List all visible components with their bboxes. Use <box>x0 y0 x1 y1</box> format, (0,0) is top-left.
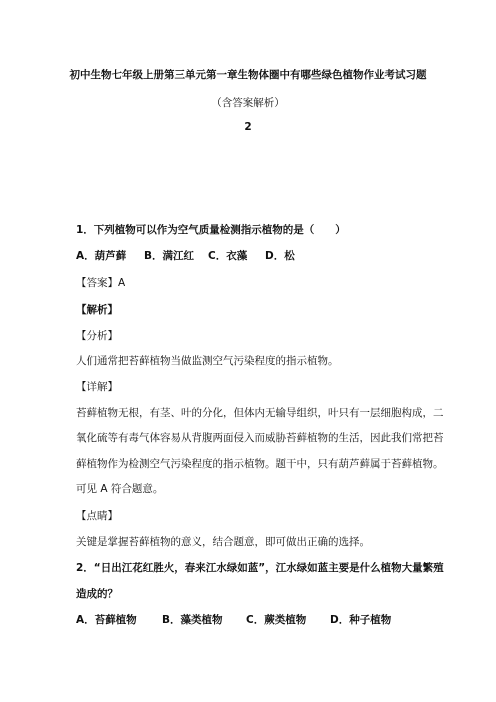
question-2-stem-line-2: 造成的？ <box>76 588 118 600</box>
xiangjie-line-3: 藓植物作为检测空气污染程度的指示植物。题干中，只有葫芦藓属于苔藓植物。 <box>76 458 444 470</box>
dianjing-heading: 【点睛】 <box>76 510 118 522</box>
xiangjie-heading: 【详解】 <box>76 381 118 393</box>
question-2-stem-line-1: 2．“日出江花红胜火，春来江水绿如蓝”，江水绿如蓝主要是什么植物大量繁殖 <box>76 562 444 574</box>
question-2-option-b: B．藻类植物 <box>162 614 223 626</box>
xiangjie-line-1: 苔藓植物无根，有茎、叶的分化，但体内无输导组织，叶只有一层细胞构成，二 <box>76 407 444 419</box>
question-1-stem: 1．下列植物可以作为空气质量检测指示植物的是（ ） <box>76 224 346 236</box>
question-2-option-d: D．种子植物 <box>330 614 392 626</box>
question-1-option-c: C．衣藻 <box>208 250 248 262</box>
xiangjie-line-4: 可见 A 符合题意。 <box>76 483 164 495</box>
analysis-heading: 【解析】 <box>76 304 118 316</box>
question-2-option-c: C．蕨类植物 <box>246 614 307 626</box>
answer-label: 【答案】A <box>76 277 126 289</box>
xiangjie-line-2: 氧化硫等有毒气体容易从背腹两面侵入而威胁苔藓植物的生活，因此我们常把苔 <box>76 432 444 444</box>
question-2-option-a: A．苔藓植物 <box>76 614 137 626</box>
question-1-option-b: B．满江红 <box>144 250 195 262</box>
question-1-option-a: A．葫芦藓 <box>76 250 127 262</box>
page-number: 2 <box>244 121 252 133</box>
fenxi-heading: 【分析】 <box>76 330 118 342</box>
document-title: 初中生物七年级上册第三单元第一章生物体圈中有哪些绿色植物作业考试习题 <box>69 69 427 81</box>
question-1-option-d: D．松 <box>265 250 295 262</box>
document-subtitle: （含答案解析） <box>211 97 285 109</box>
fenxi-text: 人们通常把苔藓植物当做监测空气污染程度的指示植物。 <box>76 355 339 367</box>
dianjing-text: 关键是掌握苔藓植物的意义，结合题意，即可做出正确的选择。 <box>76 536 370 548</box>
